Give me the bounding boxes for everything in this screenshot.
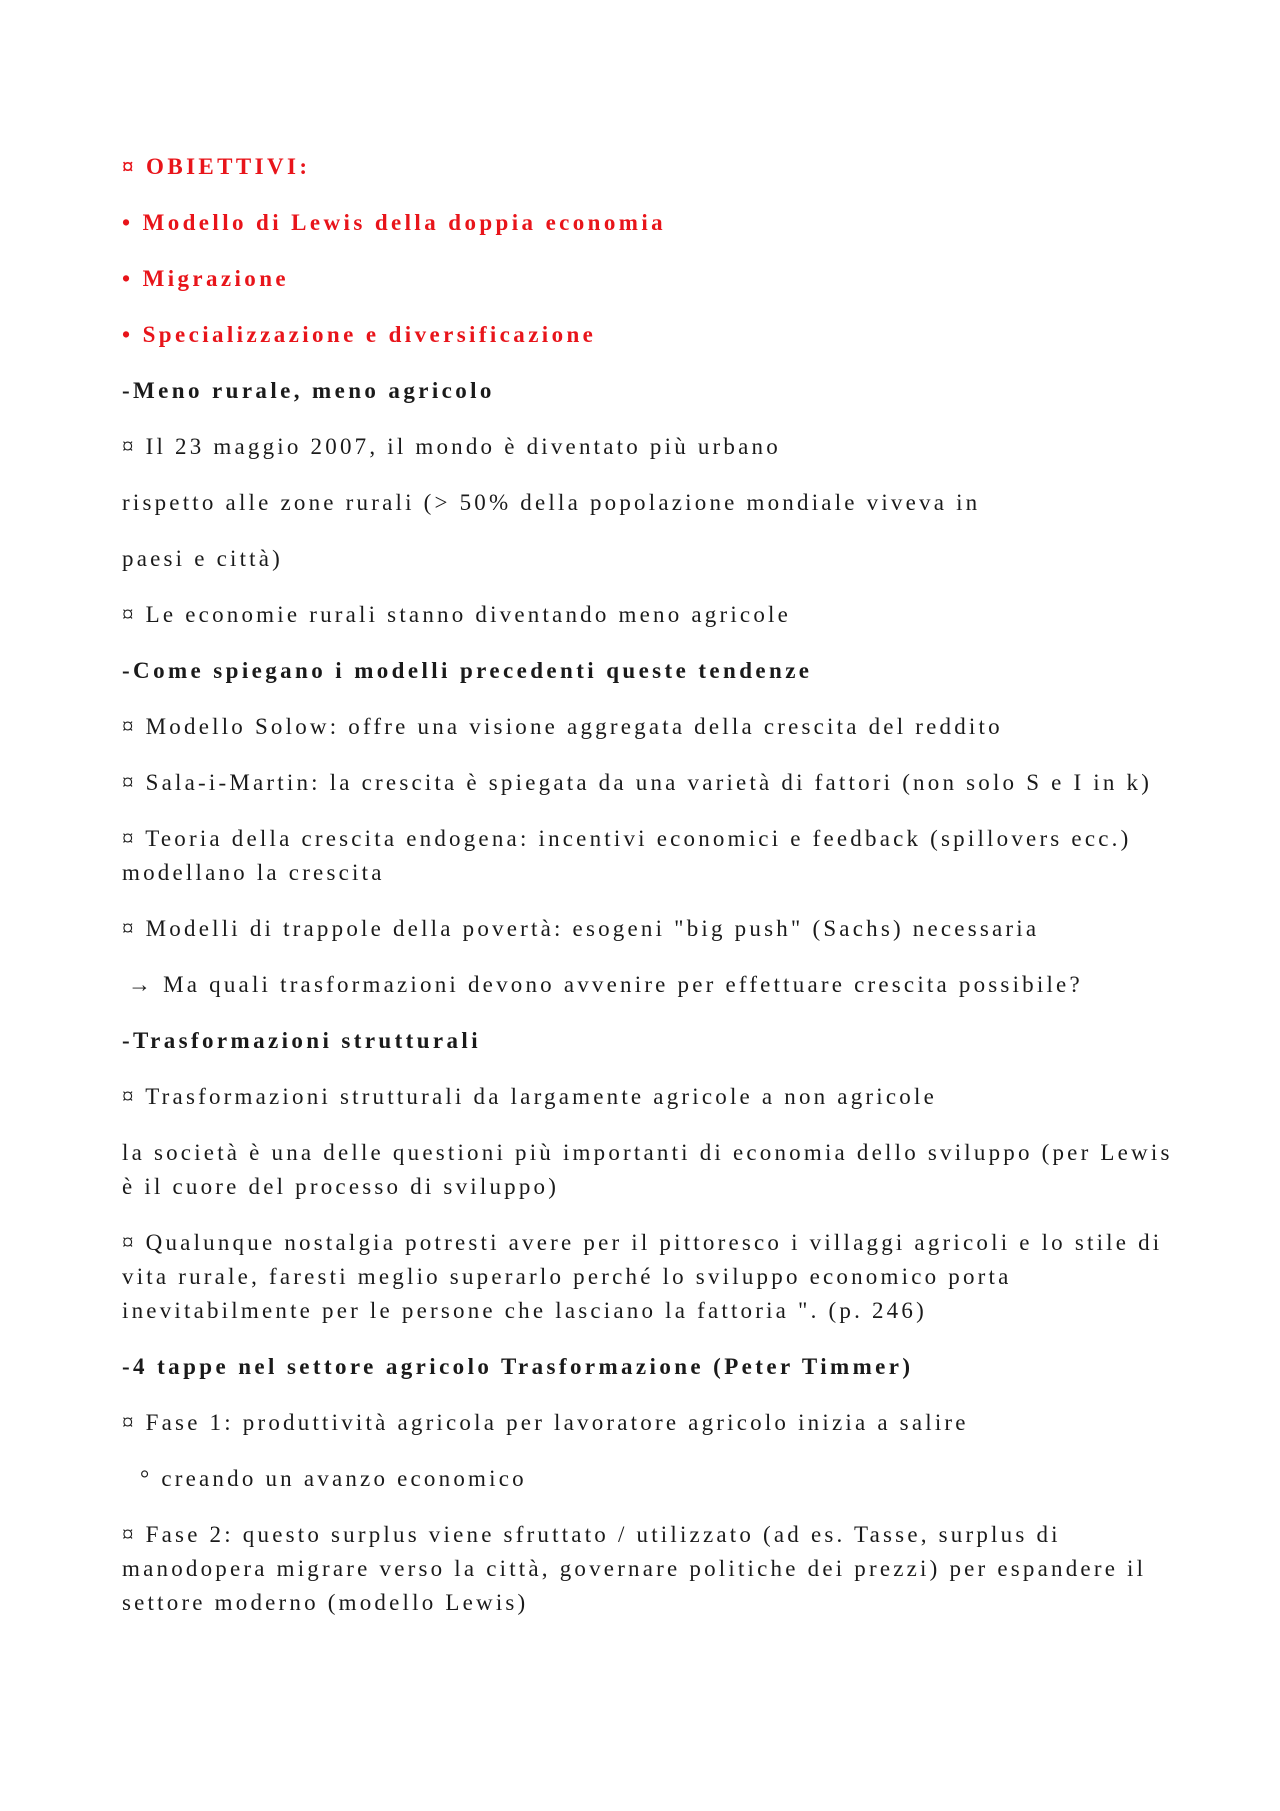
paragraph: ¤ Il 23 maggio 2007, il mondo è diventato più urbano — [122, 434, 781, 459]
paragraph: la società è una delle questioni più importanti di economia dello sviluppo (per Lewis è il cuore del processo di sviluppo) — [122, 1140, 1173, 1199]
objectives-title: ¤ OBIETTIVI: — [122, 154, 311, 179]
paragraph-arrow: → Ma quali trasformazioni devono avvenire per effettuare crescita possibile? — [128, 972, 1083, 997]
paragraph: ¤ Trasformazioni strutturali da largamente agricole a non agricole — [122, 1084, 937, 1109]
paragraph: ¤ Fase 1: produttività agricola per lavoratore agricolo inizia a salire — [122, 1410, 969, 1435]
objective-item: • Migrazione — [122, 266, 290, 291]
paragraph: ¤ Qualunque nostalgia potresti avere per il pittoresco i villaggi agricoli e lo stile di vita rurale, faresti meglio superarlo perché lo sviluppo economico porta inevitabilmente per le persone che lasciano la fattoria ". (p. 246) — [122, 1230, 1163, 1323]
section-heading: -Meno rurale, meno agricolo — [122, 378, 495, 403]
paragraph: ¤ Teoria della crescita endogena: incentivi economici e feedback (spillovers ecc.) modellano la crescita — [122, 826, 1132, 885]
paragraph: ¤ Sala-i-Martin: la crescita è spiegata da una varietà di fattori (non solo S e I in k) — [122, 770, 1153, 795]
document-page — [122, 150, 1182, 1642]
objective-item: • Specializzazione e diversificazione — [122, 322, 597, 347]
section-heading: -Trasformazioni strutturali — [122, 1028, 482, 1053]
paragraph: ¤ Le economie rurali stanno diventando meno agricole — [122, 602, 792, 627]
paragraph: rispetto alle zone rurali (> 50% della popolazione mondiale viveva in — [122, 490, 981, 515]
paragraph: ¤ Modelli di trappole della povertà: esogeni "big push" (Sachs) necessaria — [122, 916, 1040, 941]
sub-bullet: ° creando un avanzo economico — [140, 1466, 527, 1491]
section-heading: -4 tappe nel settore agricolo Trasformazione (Peter Timmer) — [122, 1354, 914, 1379]
objective-item: • Modello di Lewis della doppia economia — [122, 210, 667, 235]
paragraph: ¤ Modello Solow: offre una visione aggregata della crescita del reddito — [122, 714, 1003, 739]
section-heading: -Come spiegano i modelli precedenti queste tendenze — [122, 658, 813, 683]
paragraph: ¤ Fase 2: questo surplus viene sfruttato / utilizzato (ad es. Tasse, surplus di manodopera migrare verso la città, governare politiche dei prezzi) per espandere il settore moderno (modello Lewis) — [122, 1522, 1147, 1615]
paragraph: paesi e città) — [122, 546, 284, 571]
